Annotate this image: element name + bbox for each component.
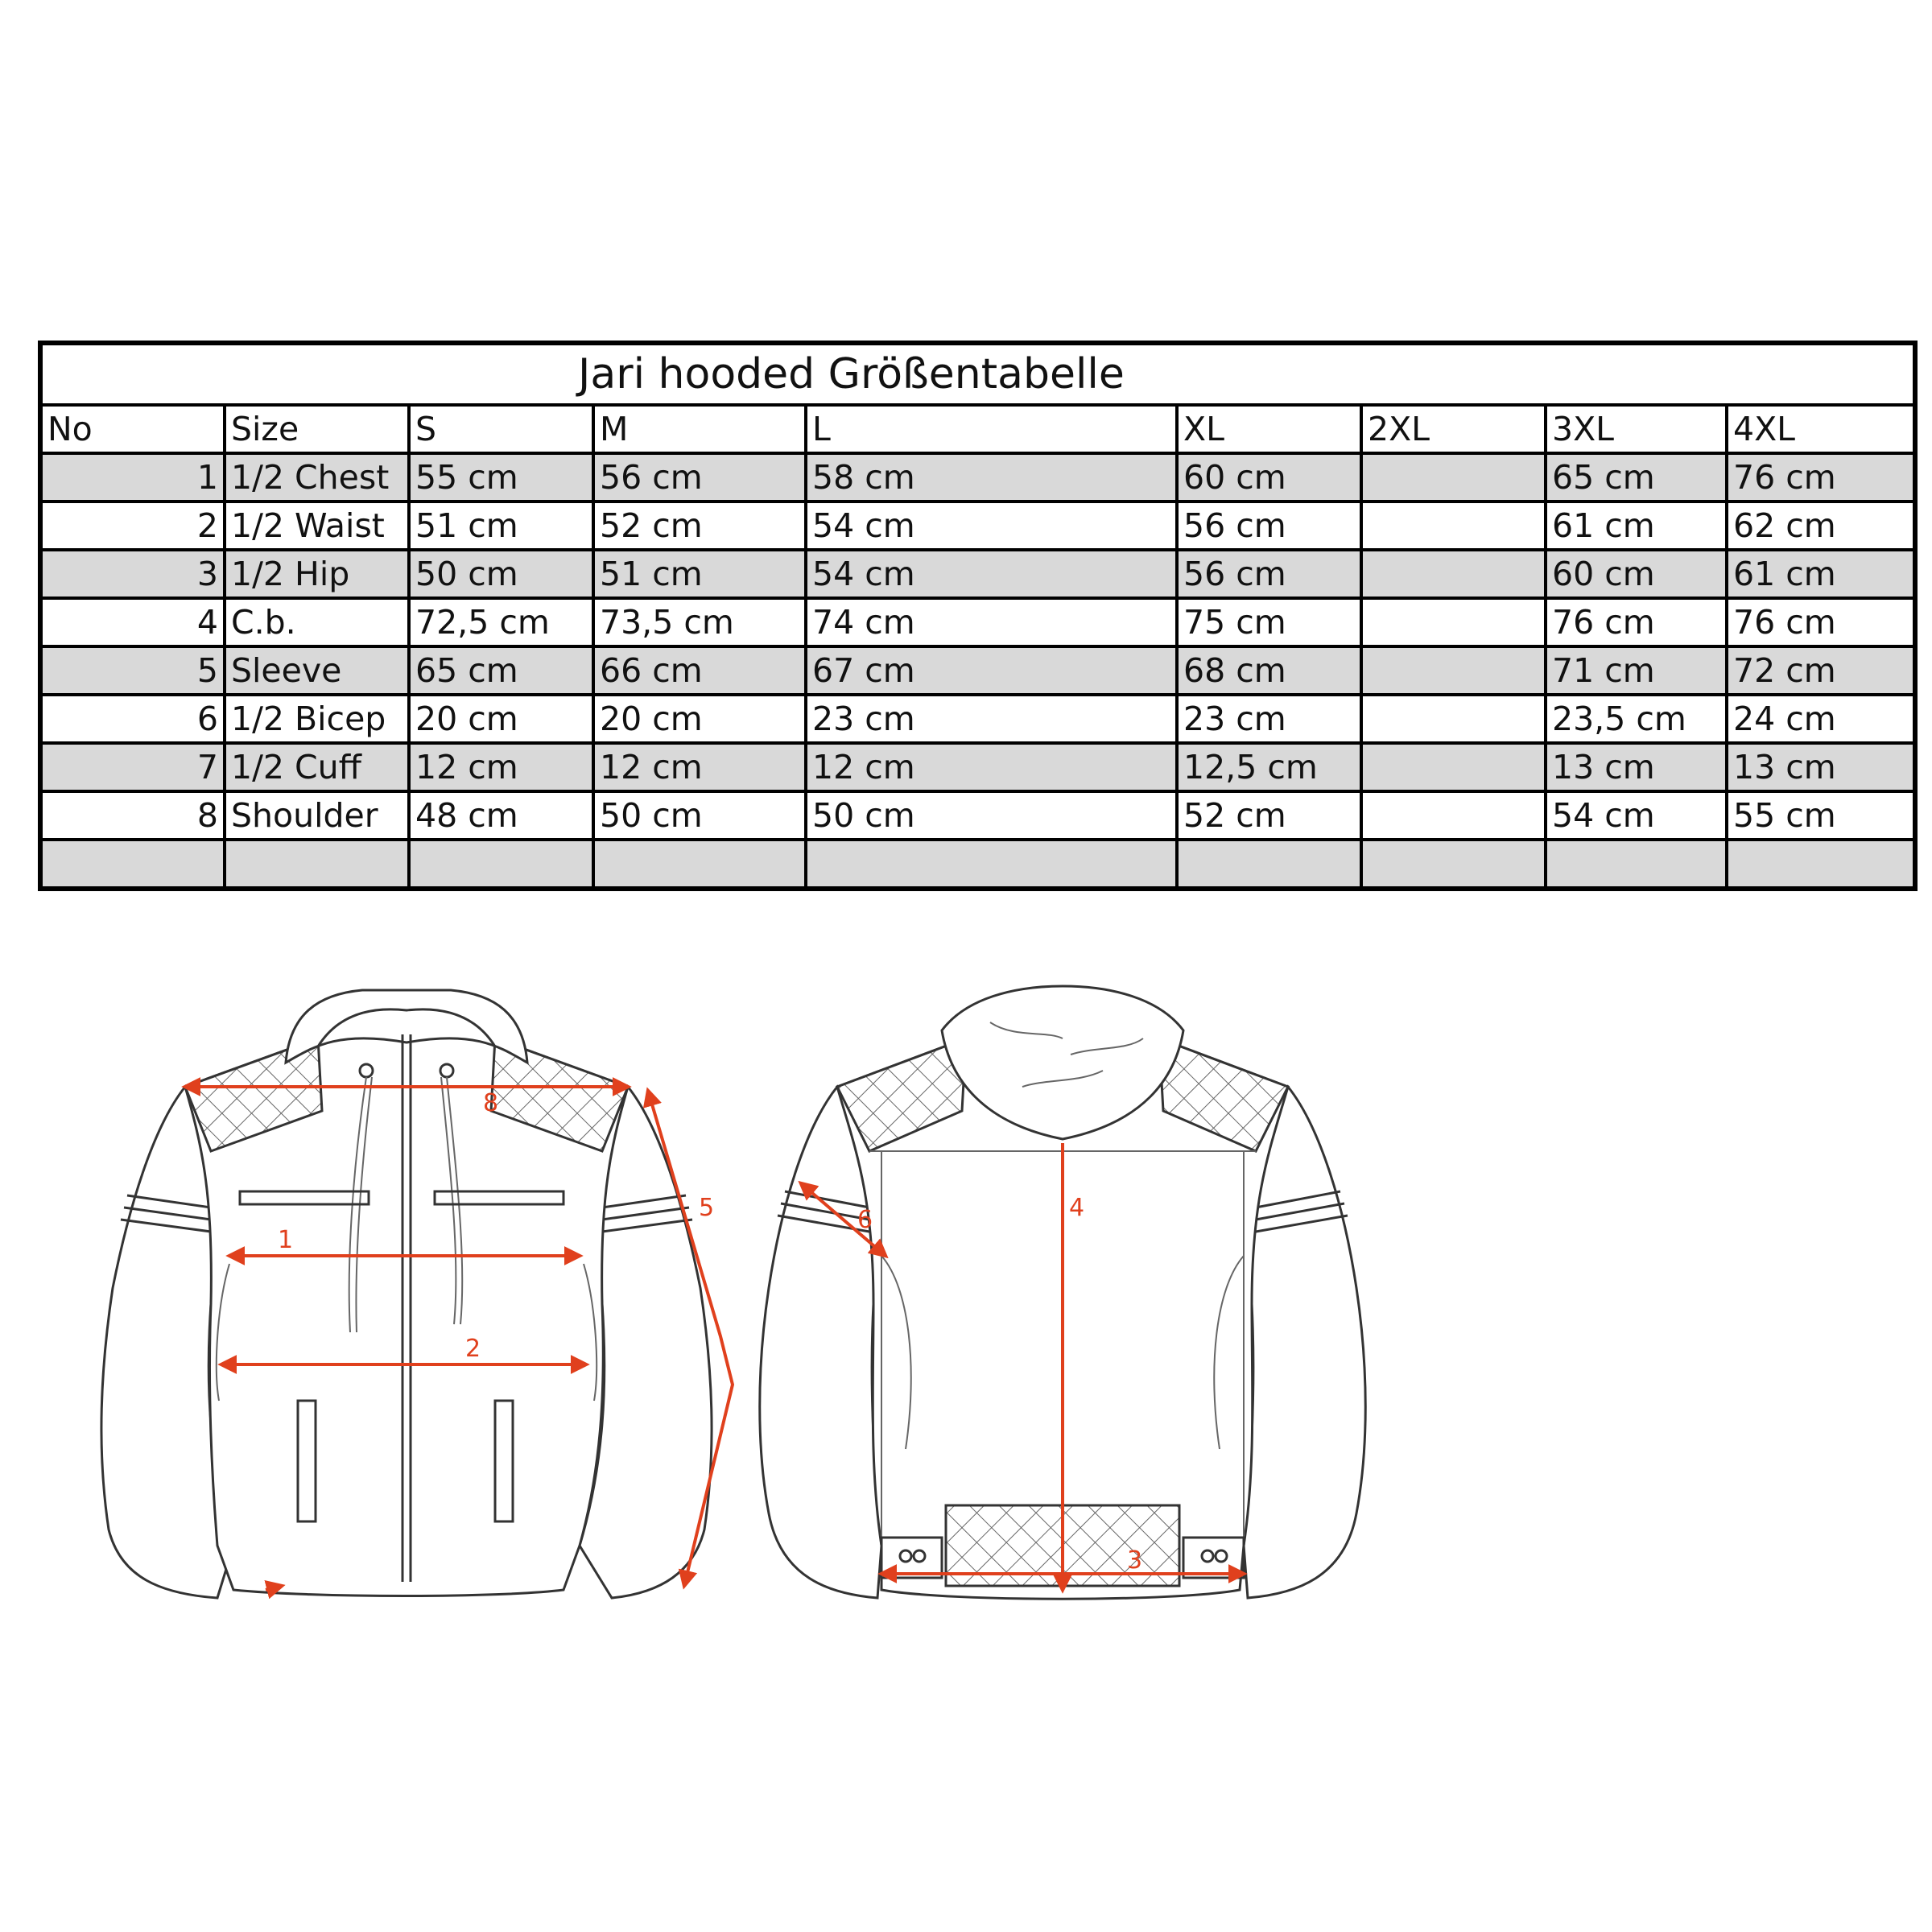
measure-label-3: 3 [1127,1546,1143,1575]
row-number-cell: 7 [40,743,225,791]
size-value-cell: 50 cm [593,791,806,840]
size-value-cell: 23 cm [806,695,1177,743]
size-value-cell: 60 cm [1177,453,1361,502]
size-value-cell: 72,5 cm [409,598,593,646]
size-value-cell: 76 cm [1727,598,1915,646]
measurement-name-cell: 1/2 Hip [225,550,409,598]
size-value-cell: 55 cm [409,453,593,502]
size-value-cell: 50 cm [806,791,1177,840]
measurement-name-cell: 1/2 Waist [225,502,409,550]
size-value-cell: 56 cm [593,453,806,502]
size-value-cell [1361,453,1546,502]
size-value-cell: 68 cm [1177,646,1361,695]
table-row [40,646,1915,695]
table-row [40,791,1915,840]
size-value-cell [1361,791,1546,840]
table-row [40,598,1915,646]
size-value-cell [1177,840,1361,889]
row-number-cell: 2 [40,502,225,550]
header-cell: XL [1177,405,1361,453]
size-value-cell: 50 cm [409,550,593,598]
size-value-cell: 76 cm [1727,453,1915,502]
measurement-name-cell: 1/2 Cuff [225,743,409,791]
header-cell: Size [225,405,409,453]
size-value-cell [1361,695,1546,743]
size-value-cell: 24 cm [1727,695,1915,743]
size-value-cell [1361,646,1546,695]
size-value-cell: 76 cm [1546,598,1727,646]
size-value-cell [1546,840,1727,889]
size-value-cell: 13 cm [1727,743,1915,791]
size-value-cell: 23,5 cm [1546,695,1727,743]
table-row [40,695,1915,743]
measurement-name-cell: 1/2 Chest [225,453,409,502]
measurement-name-cell: C.b. [225,598,409,646]
size-value-cell [1361,502,1546,550]
header-cell: L [806,405,1177,453]
size-value-cell: 12 cm [409,743,593,791]
jacket-measurement-diagram [0,950,1385,1626]
size-value-cell: 54 cm [1546,791,1727,840]
size-value-cell: 66 cm [593,646,806,695]
measurement-name-cell: 1/2 Bicep [225,695,409,743]
measure-label-5: 5 [699,1194,715,1222]
back-jacket-drawing [760,986,1366,1599]
size-value-cell: 12 cm [806,743,1177,791]
measurement-name-cell [225,840,409,889]
size-value-cell: 12,5 cm [1177,743,1361,791]
size-value-cell: 52 cm [593,502,806,550]
measure-label-1: 1 [278,1226,294,1254]
row-number-cell: 1 [40,453,225,502]
size-value-cell: 54 cm [806,550,1177,598]
size-value-cell [1361,598,1546,646]
table-row [40,743,1915,791]
size-value-cell: 20 cm [593,695,806,743]
size-value-cell: 54 cm [806,502,1177,550]
table-row [40,840,1915,889]
size-value-cell [1361,550,1546,598]
size-value-cell [806,840,1177,889]
size-value-cell: 75 cm [1177,598,1361,646]
size-value-cell: 60 cm [1546,550,1727,598]
table-header-row [40,405,1915,453]
header-cell: 3XL [1546,405,1727,453]
size-value-cell: 56 cm [1177,550,1361,598]
row-number-cell [40,840,225,889]
table-title: Jari hooded Größentabelle [40,343,1915,405]
measurement-name-cell: Shoulder [225,791,409,840]
header-cell: 2XL [1361,405,1546,453]
measure-label-6: 6 [857,1206,873,1234]
size-value-cell: 13 cm [1546,743,1727,791]
header-cell: No [40,405,225,453]
size-value-cell: 72 cm [1727,646,1915,695]
size-value-cell [593,840,806,889]
size-value-cell: 51 cm [593,550,806,598]
front-jacket-drawing [101,990,733,1598]
header-cell: 4XL [1727,405,1915,453]
size-value-cell: 74 cm [806,598,1177,646]
size-value-cell: 51 cm [409,502,593,550]
size-value-cell: 65 cm [409,646,593,695]
table-row [40,550,1915,598]
size-value-cell: 67 cm [806,646,1177,695]
row-number-cell: 8 [40,791,225,840]
row-number-cell: 5 [40,646,225,695]
table-row [40,453,1915,502]
size-value-cell: 58 cm [806,453,1177,502]
size-table [38,341,1918,891]
size-value-cell: 48 cm [409,791,593,840]
size-value-cell: 23 cm [1177,695,1361,743]
size-value-cell: 65 cm [1546,453,1727,502]
size-value-cell: 55 cm [1727,791,1915,840]
row-number-cell: 4 [40,598,225,646]
size-value-cell: 61 cm [1546,502,1727,550]
measure-label-4: 4 [1069,1194,1085,1222]
header-cell: S [409,405,593,453]
size-value-cell: 61 cm [1727,550,1915,598]
size-value-cell [409,840,593,889]
measurement-name-cell: Sleeve [225,646,409,695]
size-value-cell: 62 cm [1727,502,1915,550]
table-title-row [40,343,1915,405]
row-number-cell: 6 [40,695,225,743]
size-value-cell: 71 cm [1546,646,1727,695]
size-value-cell [1361,743,1546,791]
size-value-cell: 73,5 cm [593,598,806,646]
row-number-cell: 3 [40,550,225,598]
measure-label-2: 2 [465,1335,481,1363]
size-value-cell: 12 cm [593,743,806,791]
measure-label-8: 8 [483,1089,499,1117]
size-value-cell [1361,840,1546,889]
size-value-cell: 52 cm [1177,791,1361,840]
size-value-cell: 20 cm [409,695,593,743]
size-value-cell [1727,840,1915,889]
header-cell: M [593,405,806,453]
table-row [40,502,1915,550]
size-value-cell: 56 cm [1177,502,1361,550]
